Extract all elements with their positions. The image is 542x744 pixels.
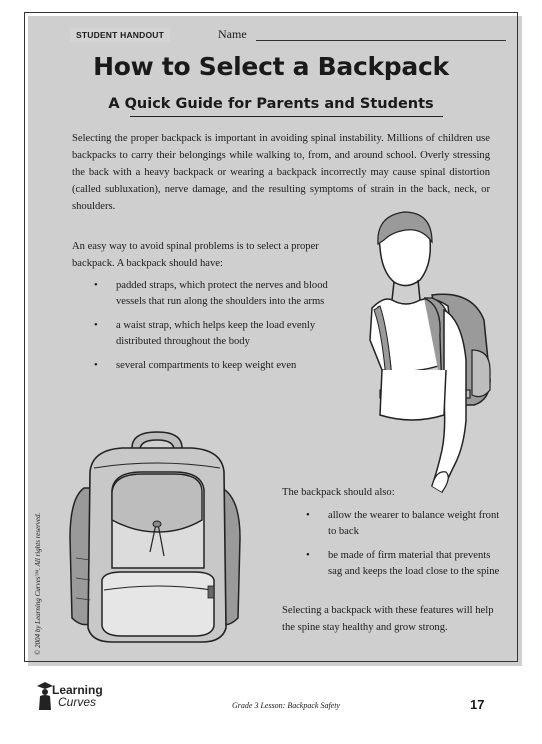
logo-line-2: Curves <box>58 695 97 709</box>
should-also-list <box>302 508 502 588</box>
backpack-illustration <box>62 428 252 646</box>
page-title: How to Select a Backpack <box>93 52 449 81</box>
should-also-heading: The backpack should also: <box>282 487 395 498</box>
intro-paragraph: Selecting the proper backpack is important in avoiding spinal instability. Millions of children use backpacks to carry their belongings while walking to, from, and around school. Overly stressing the back with a heavy backpack or wearing a backpack incorrectly may cause spinal distortion (called subluxation), nerve damage, and the resulting symptoms of strain in the back, neck, or shoulders. <box>72 133 490 212</box>
list-item: • be made of firm material that prevents sag and keeps the load close to the spine <box>302 548 502 580</box>
page-subtitle: A Quick Guide for Parents and Students <box>108 96 434 112</box>
logo-line-1: Learning <box>52 683 103 697</box>
footer-lesson-title: Grade 3 Lesson: Backpack Safety <box>232 701 340 710</box>
list-item: • allow the wearer to balance weight front to back <box>302 508 502 540</box>
name-label: Name <box>218 27 247 41</box>
name-line <box>256 40 506 41</box>
person-wearing-backpack-illustration <box>362 210 502 495</box>
page-number: 17 <box>470 697 485 712</box>
list-item: • several compartments to keep weight even <box>90 358 350 374</box>
list-item: • a waist strap, which helps keep the load evenly distributed throughout the body <box>90 318 350 350</box>
list-item: • padded straps, which protect the nerves and blood vessels that run along the shoulders into the arms <box>90 278 350 310</box>
copyright-notice: © 2004 by Learning Curves™. All rights reserved. <box>34 512 42 655</box>
student-handout-tag: STUDENT HANDOUT <box>70 28 170 42</box>
lead-paragraph: An easy way to avoid spinal problems is to select a proper backpack. A backpack should have: <box>72 241 319 269</box>
should-have-list <box>90 278 350 382</box>
closing-paragraph: Selecting a backpack with these features will help the spine stay healthy and grow strong. <box>282 605 494 633</box>
subtitle-underline <box>130 116 443 117</box>
